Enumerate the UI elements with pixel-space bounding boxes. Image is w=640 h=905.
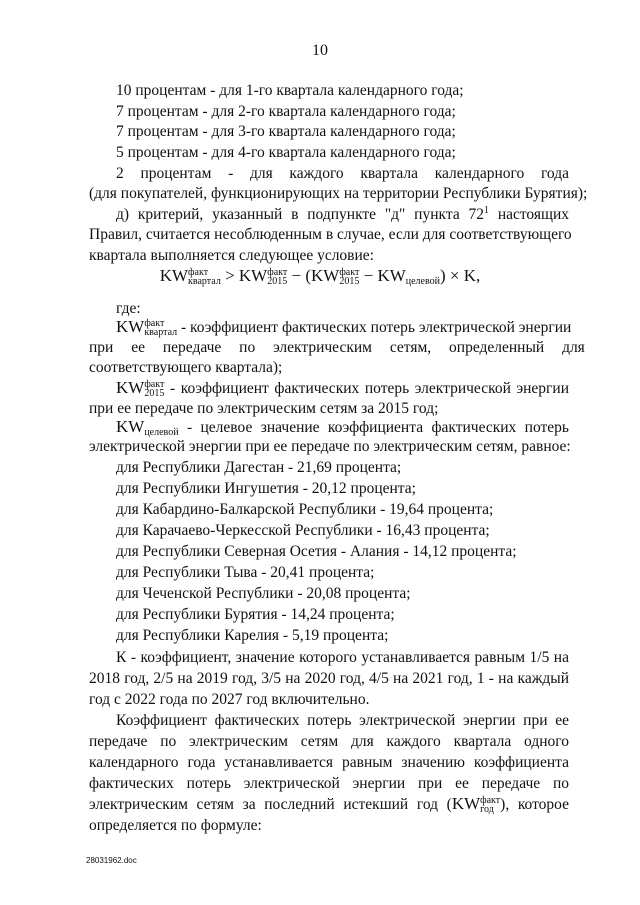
- list-item: 7 процентам - для 2-го квартала календарного года;: [116, 103, 456, 120]
- list-item: для Кабардино-Балкарской Республики - 19,64 процента;: [116, 501, 494, 518]
- paragraph-line: (для покупателей, функционирующих на территории Республики Бурятия);: [89, 185, 588, 202]
- list-item: 5 процентам - для 4-го квартала календарного года;: [116, 144, 456, 161]
- definition-line: KW целевой - целевое значение коэффициента фактических потерь: [116, 417, 569, 439]
- paragraph-line: определяется по формуле:: [89, 817, 262, 834]
- list-item: для Республики Карелия - 5,19 процента;: [116, 627, 389, 644]
- footnote-ref: 1: [484, 204, 489, 216]
- definition-line: KW факт квартал - коэффициент фактических потерь электрической энергии: [116, 317, 572, 339]
- paragraph-line: передаче по электрическим сетям для каждого квартала одного: [89, 733, 569, 750]
- criterion-formula: KW факт квартал > KW факт 2015 − (KW факт 2015 − KW целевой ) × K,: [159, 266, 481, 288]
- paragraph-line: календарного года устанавливается равным значению коэффициента: [89, 754, 569, 771]
- definition-line: при ее передаче по электрическим сетям за 2015 год;: [89, 400, 439, 417]
- paragraph-line: электрическим сетям за последний истекший год (KW факт год ), которое: [89, 794, 569, 816]
- list-item: 10 процентам - для 1-го квартала календарного года;: [116, 82, 464, 99]
- definition-line: при ее передаче по электрическим сетям, определенный для: [89, 339, 585, 356]
- paragraph-line: 2018 год, 2/5 на 2019 год, 3/5 на 2020 год, 4/5 на 2021 год, 1 - на каждый: [89, 670, 569, 687]
- definition-line: KW факт 2015 - коэффициент фактических потерь электрической энергии: [116, 378, 569, 400]
- paragraph-line: фактических потерь электрической энергии при ее передаче по: [89, 775, 569, 792]
- criterion-text-tail: настоящих: [497, 206, 570, 223]
- list-item: для Республики Ингушетия - 20,12 процента;: [116, 480, 416, 497]
- definition-line: соответствующего квартала);: [89, 359, 283, 376]
- list-item: 7 процентам - для 3-го квартала календарного года;: [116, 123, 456, 140]
- list-item: для Республики Северная Осетия - Алания - 14,12 процента;: [116, 543, 517, 560]
- paragraph-line: квартала выполняется следующее условие:: [89, 247, 374, 264]
- paragraph-line: год с 2022 года по 2027 год включительно.: [89, 691, 370, 708]
- list-item: для Республики Бурятия - 14,24 процента;: [116, 606, 395, 623]
- list-item: для Республики Тыва - 20,41 процента;: [116, 564, 375, 581]
- list-item: для Чеченской Республики - 20,08 процента;: [116, 585, 411, 602]
- list-item: для Республики Дагестан - 21,69 процента;: [116, 459, 402, 476]
- paragraph-line: Правил, считается несоблюденным в случае, если для соответствующего: [89, 226, 572, 243]
- criterion-text: д) критерий, указанный в подпункте "д" пункта 72: [116, 206, 484, 223]
- paragraph-line: [116, 206, 569, 224]
- footer-filename: 28031962.doc: [86, 856, 137, 865]
- where-label: где:: [116, 300, 141, 317]
- page-number: 10: [312, 42, 328, 59]
- paragraph-line: 2 процентам - для каждого квартала календарного года: [116, 165, 569, 182]
- paragraph-line: Коэффициент фактических потерь электрической энергии при ее: [116, 712, 569, 729]
- list-item: для Карачаево-Черкесской Республики - 16,43 процента;: [116, 522, 490, 539]
- definition-line: электрической энергии при ее передаче по электрическим сетям, равное:: [89, 438, 571, 455]
- paragraph-line: К - коэффициент, значение которого устанавливается равным 1/5 на: [116, 649, 569, 666]
